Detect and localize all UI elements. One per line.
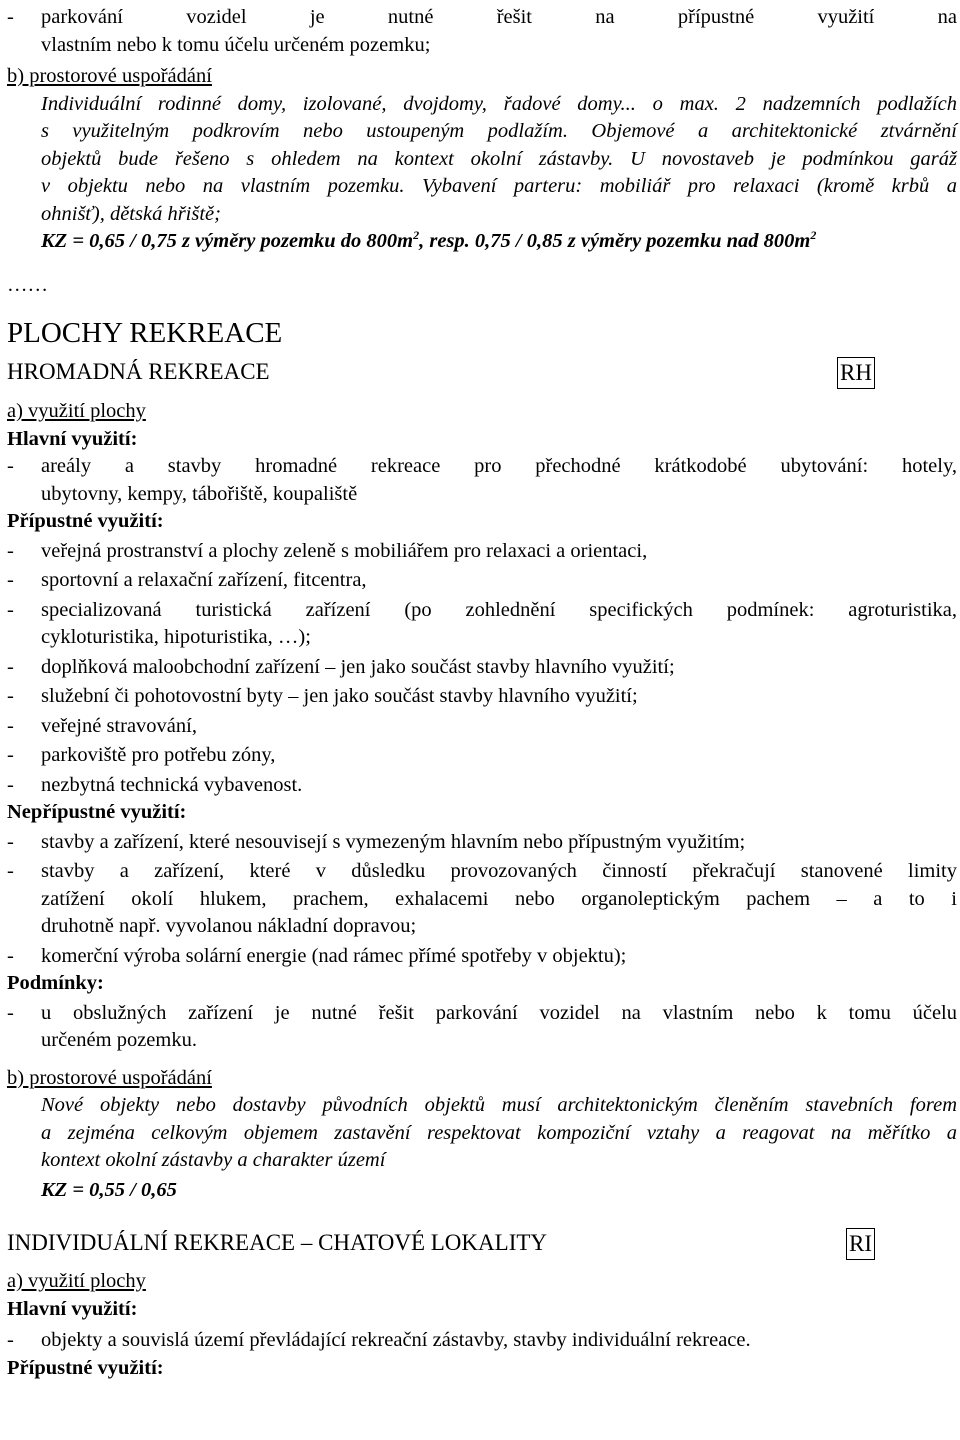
bullet-dash: - [7,569,14,591]
list-item-text: areály a stavby hromadné rekreace pro přechodné krátkodobé ubytování: hotely, [41,455,957,477]
list-item-continuation: druhotně např. vyvolanou nákladní dopravou; [41,915,417,937]
kz-superscript-2: 2 [810,228,817,243]
kz-superscript-1: 2 [413,228,420,243]
bullet-dash: - [7,1329,14,1351]
subheading-land-use: a) využití plochy [7,400,146,422]
zone-title: HROMADNÁ REKREACE [7,359,270,384]
zone-heading-rh [7,357,957,389]
paragraph-line: objektů bude řešeno s ohledem na kontext okolní zástavby. U novostaveb je podmínkou garáž [41,147,957,170]
list-item [7,683,957,711]
list-item-continuation: vlastním nebo k tomu účelu určeném pozemku; [41,33,431,56]
list-item [7,1327,957,1355]
list-item [7,538,957,566]
list-item-text: veřejné stravování, [41,714,197,737]
list-item-text: sportovní a relaxační zařízení, fitcentra, [41,569,367,591]
list-item-continuation: zatížení okolí hlukem, prachem, exhalacemi nebo organoleptickým pachem – a to i [41,887,957,910]
list-item [7,453,957,481]
ellipsis: …… [7,273,48,296]
list-item-text: stavby a zařízení, které v důsledku provozovaných činností překračují stanovené limity [41,860,957,882]
kz-coefficient: KZ = 0,55 / 0,65 [41,1178,177,1201]
bullet-dash: - [7,860,14,882]
bullet-dash: - [7,539,14,562]
paragraph-line: v objektu nebo na vlastním pozemku. Vybavení parteru: mobiliář pro relaxaci (kromě krbů a [41,175,957,197]
list-item-continuation: cykloturistika, hipoturistika, …); [41,626,311,648]
subheading-spatial-arrangement: b) prostorové uspořádání [7,65,212,87]
list-item [7,597,957,625]
paragraph-line: ohnišť), dětská hřiště; [41,202,221,225]
section-title: PLOCHY REKREACE [7,317,283,349]
bullet-dash: - [7,944,14,967]
kz-coefficient [41,228,957,256]
list-item [7,1000,957,1028]
zone-heading-ri [7,1228,957,1260]
list-item [7,654,957,682]
list-item [7,943,957,971]
label-allowed-use: Přípustné využití: [7,510,164,532]
list-item [7,829,957,857]
list-item [7,772,957,800]
list-item-text: parkoviště pro potřebu zóny, [41,744,276,766]
zone-code-badge: RH [837,357,875,389]
bullet-dash: - [7,1001,14,1024]
paragraph-line: Individuální rodinné domy, izolované, dvojdomy, řadové domy... o max. 2 nadzemních podlažích [41,92,957,115]
label-main-use: Hlavní využití: [7,427,138,450]
subheading-land-use: a) využití plochy [7,1270,146,1292]
list-item-text: nezbytná technická vybavenost. [41,773,303,796]
kz-text-2: , resp. 0,75 / 0,85 z výměry pozemku nad 800m [419,230,811,252]
list-item [7,713,957,741]
list-item [7,858,957,886]
bullet-dash: - [7,655,14,678]
paragraph-line: Nové objekty nebo dostavby původních objektů musí architektonickým členěním stavebních forem [41,1094,957,1116]
list-item-text: objekty a souvislá území převládající rekreační zástavby, stavby individuální rekreace. [41,1329,751,1351]
paragraph-line: kontext okolní zástavby a charakter území [41,1149,386,1171]
bullet-dash: - [7,744,14,766]
list-item-text: parkování vozidel je nutné řešit na přípustné využití na [41,6,957,28]
bullet-dash: - [7,685,14,707]
bullet-dash: - [7,6,14,28]
list-item-continuation: ubytovny, kempy, tábořiště, koupaliště [41,482,358,505]
bullet-dash: - [7,773,14,796]
bullet-dash: - [7,714,14,737]
list-item-text: u obslužných zařízení je nutné řešit parkování vozidel na vlastním nebo k tomu účelu [41,1001,957,1024]
zone-title: INDIVIDUÁLNÍ REKREACE – CHATOVÉ LOKALITY [7,1230,548,1255]
list-item [7,4,957,32]
list-item-text: služební či pohotovostní byty – jen jako součást stavby hlavního využití; [41,685,638,707]
list-item-text: doplňková maloobchodní zařízení – jen jako součást stavby hlavního využití; [41,655,675,678]
bullet-dash: - [7,830,14,853]
label-conditions: Podmínky: [7,972,104,994]
subheading-spatial-arrangement: b) prostorové uspořádání [7,1066,212,1089]
label-main-use: Hlavní využití: [7,1297,138,1320]
bullet-dash: - [7,455,14,477]
list-item-continuation: určeném pozemku. [41,1029,197,1051]
list-item-text: stavby a zařízení, které nesouvisejí s vymezeným hlavním nebo přípustným využitím; [41,830,746,853]
list-item [7,567,957,595]
document-page [7,0,957,1382]
list-item [7,742,957,770]
label-forbidden-use: Nepřípustné využití: [7,801,187,823]
paragraph-line: a zejména celkovým objemem zastavění respektovat kompoziční vztahy a reagovat na měřítko a [41,1121,957,1144]
list-item-text: specializovaná turistická zařízení (po zohlednění specifických podmínek: agroturistika, [41,598,957,621]
zone-code-badge: RI [846,1228,875,1260]
list-item-text: komerční výroba solární energie (nad rámec přímé spotřeby v objektu); [41,944,627,967]
kz-text-1: KZ = 0,65 / 0,75 z výměry pozemku do 800m [41,230,414,252]
label-allowed-use: Přípustné využití: [7,1356,164,1379]
list-item-text: veřejná prostranství a plochy zeleně s mobiliářem pro relaxaci a orientaci, [41,539,648,562]
bullet-dash: - [7,598,14,621]
paragraph-line: s využitelným podkrovím nebo ustoupeným podlažím. Objemové a architektonické ztvárnění [41,120,957,142]
